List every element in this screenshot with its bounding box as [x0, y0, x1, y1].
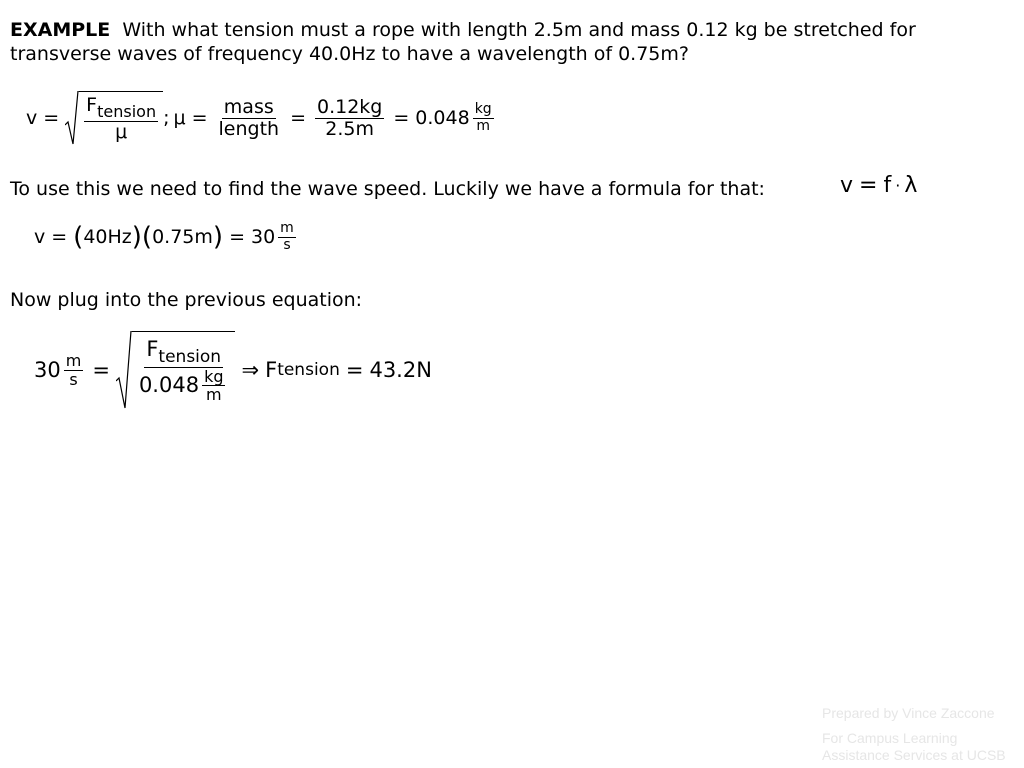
eq2-v: v: [34, 226, 46, 248]
eq2-rparen-1: ): [131, 222, 142, 252]
eq3-den-unit-num: kg: [204, 366, 224, 386]
footer-credit: [822, 705, 1006, 764]
eq2-unit-den: s: [283, 236, 291, 253]
plug-in-text: Now plug into the previous equation:: [10, 289, 363, 311]
formula-f: f: [883, 173, 892, 198]
eq2-unit: [278, 221, 296, 253]
eq3-den-unit: [202, 368, 225, 404]
example-label: EXAMPLE: [10, 19, 111, 41]
eq1-length: length: [218, 117, 280, 140]
eq1-equals-2: =: [191, 107, 208, 129]
eq1-equals: =: [43, 107, 60, 129]
formula-lambda: λ: [904, 173, 918, 198]
eq3-F: F: [146, 337, 159, 362]
eq2-wavelength: 0.75m: [152, 226, 213, 248]
eq3-radicand: [137, 338, 231, 404]
equation-tension-solution: [34, 330, 432, 410]
formula-equals: =: [859, 173, 878, 198]
footer-org-line2: Assistance Services at UCSB: [822, 747, 1006, 763]
eq1-length-val: 2.5m: [325, 117, 375, 140]
eq3-unit: [64, 352, 84, 388]
eq3-answer: 43.2N: [369, 358, 432, 382]
eq1-mu2: μ: [173, 107, 186, 129]
eq1-unit-den: m: [476, 117, 490, 134]
eq3-unit-num: m: [65, 350, 82, 370]
eq2-unit-num: m: [280, 220, 294, 237]
implies-arrow-icon: ⇒: [241, 358, 260, 382]
eq1-values-fraction: [315, 97, 384, 140]
eq1-mass-over-length: [217, 97, 282, 140]
eq1-sqrt: [65, 91, 163, 145]
formula-dot: ·: [895, 176, 901, 195]
eq1-equals-3: =: [290, 107, 306, 129]
eq3-equals-2: =: [345, 358, 364, 382]
eq1-mass: mass: [223, 95, 274, 118]
eq2-equals: =: [51, 226, 68, 248]
eq1-mass-val: 0.12kg: [316, 95, 383, 118]
eq2-lparen-1: (: [73, 222, 84, 252]
equation-wave-speed-tension: [26, 90, 497, 146]
formula-v-f-lambda: [840, 173, 917, 198]
eq3-tension-sub: tension: [158, 347, 222, 368]
footer-prepared-by: Prepared by Vince Zaccone: [822, 705, 995, 721]
eq2-frequency: 40Hz: [83, 226, 132, 248]
eq3-F2: F: [265, 358, 278, 382]
eq1-v: v: [26, 107, 38, 129]
eq2-lparen-2: (: [141, 222, 153, 252]
eq3-den-val: 0.048: [138, 373, 200, 398]
eq1-semicolon: ;: [163, 107, 170, 129]
eq2-result: 30: [250, 226, 276, 248]
eq3-equals: =: [92, 358, 110, 382]
eq3-lhs: 30: [34, 358, 61, 382]
example-question: [10, 18, 1000, 66]
eq3-unit-den: s: [69, 369, 78, 389]
eq1-tension-sub: tension: [97, 102, 157, 122]
eq1-unit: [473, 102, 494, 134]
eq1-tension-over-mu: [84, 95, 158, 142]
eq2-equals-2: =: [229, 226, 245, 248]
eq3-den-unit-den: m: [205, 385, 222, 405]
eq2-rparen-2: ): [212, 222, 224, 252]
equation-velocity-calc: [34, 216, 299, 258]
sqrt-sign-icon: [65, 91, 79, 145]
footer-org-line1: For Campus Learning: [822, 730, 958, 746]
eq1-equals-4: =: [393, 107, 410, 129]
eq3-sqrt: [116, 331, 236, 409]
eq1-result: 0.048: [415, 107, 470, 129]
eq1-mu: μ: [115, 120, 128, 143]
eq1-F: F: [86, 94, 98, 117]
eq3-tension-sub2: tension: [277, 360, 340, 380]
formula-v: v: [840, 173, 854, 198]
sqrt-sign-icon: [116, 331, 132, 409]
eq1-unit-num: kg: [474, 101, 492, 118]
question-text: With what tension must a rope with length 2.5m and mass 0.12 kg be stretched for transverse waves of frequency 40.0Hz to have a wavelength of 0.75m?: [10, 19, 916, 65]
wave-speed-text: To use this we need to find the wave speed. Luckily we have a formula for that:: [10, 178, 765, 200]
